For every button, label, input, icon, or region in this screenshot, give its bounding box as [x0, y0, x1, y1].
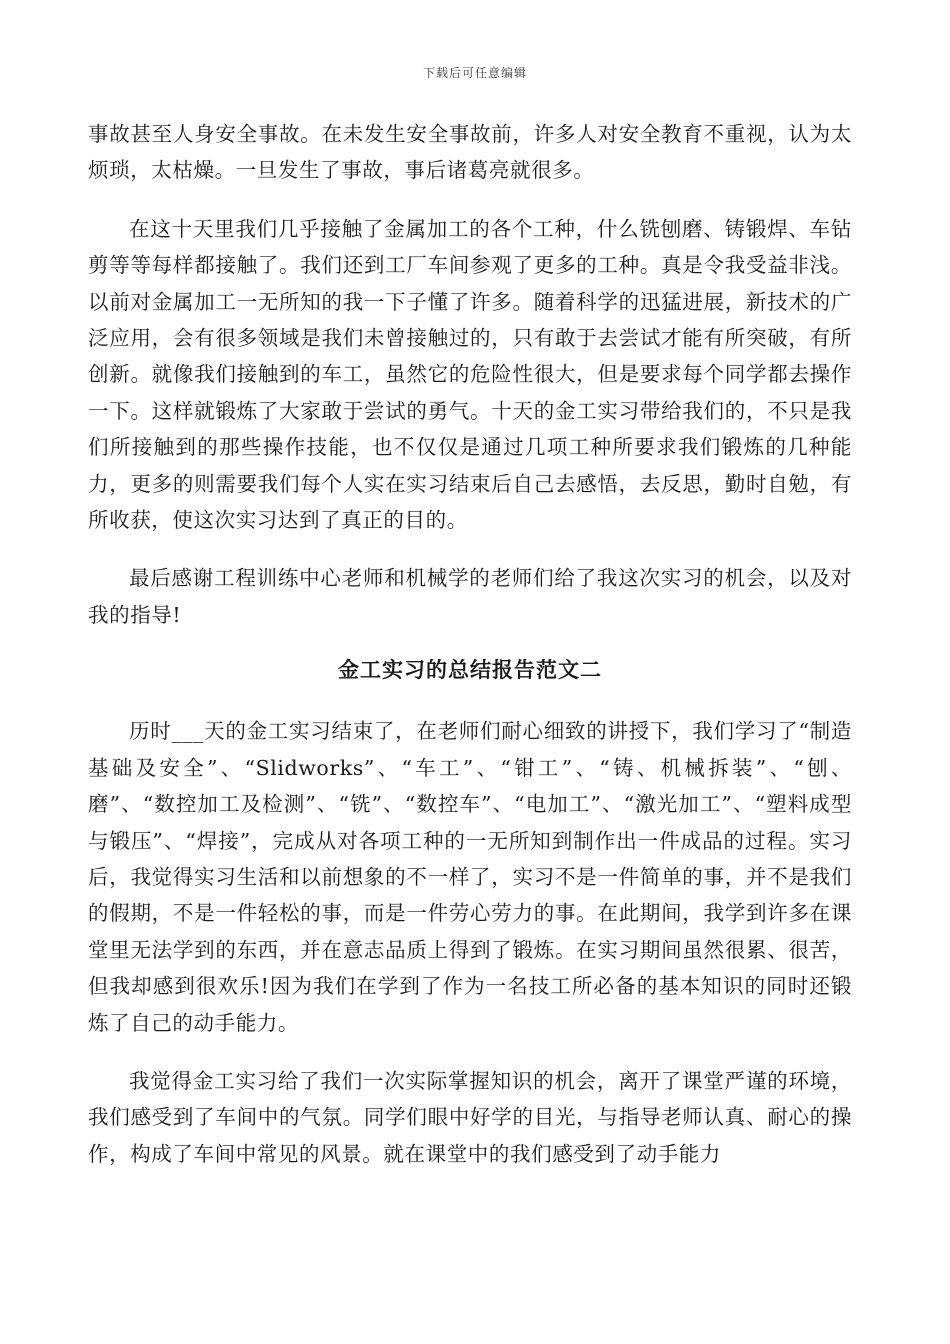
paragraph-continued: 事故甚至人身安全事故。在未发生安全事故前，许多人对安全教育不重视，认为太烦琐，太枯燥。一旦发生了事故，事后诸葛亮就很多。: [88, 122, 852, 183]
paragraph: 最后感谢工程训练中心老师和机械学的老师们给了我这次实习的机会，以及对我的指导!: [88, 566, 852, 627]
document-body: [88, 116, 852, 1194]
section-title: 金工实习的总结报告范文二: [338, 657, 602, 683]
paragraph: 在这十天里我们几乎接触了金属加工的各个工种，什么铣刨磨、铸锻焊、车钻剪等等每样都接触了。我们还到工厂车间参观了更多的工种。真是令我受益非浅。以前对金属加工一无所知的我一下子懂了许多。随着科学的迅猛进展，新技术的广泛应用，会有很多领域是我们未曾接触过的，只有敢于去尝试才能有所突破，有所创新。就像我们接触到的车工，虽然它的危险性很大，但是要求每个同学都去操作一下。这样就锻炼了大家敢于尝试的勇气。十天的金工实习带给我们的，不只是我们所接触到的那些操作技能，也不仅仅是通过几项工种所要求我们锻炼的几种能力，更多的则需要我们每个人实在实习结束后自己去感悟，去反思，勤时自勉，有所收获，使这次实习达到了真正的目的。: [88, 216, 852, 533]
paragraph: 我觉得金工实习给了我们一次实际掌握知识的机会，离开了课堂严谨的环境，我们感受到了车间中的气氛。同学们眼中好学的目光，与指导老师认真、耐心的操作，构成了车间中常见的风景。就在课堂中的我们感受到了动手能力: [88, 1068, 852, 1166]
page-header: 下载后可任意编辑: [422, 66, 527, 80]
paragraph: 历时___天的金工实习结束了，在老师们耐心细致的讲授下，我们学习了“制造基础及安全”、“Slidworks”、“车工”、“钳工”、“铸、机械拆装”、“刨、磨”、“数控加工及检测”、“铣”、“数控车”、“电加工”、“激光加工”、“塑料成型与锻压”、“焊接”，完成从对各项工种的一无所知到制作出一件成品的过程。实习后，我觉得实习生活和以前想象的不一样了，实习不是一件简单的事，并不是我们的假期，不是一件轻松的事，而是一件劳心劳力的事。在此期间，我学到许多在课堂里无法学到的东西，并在意志品质上得到了锻炼。在实习期间虽然很累、很苦，但我却感到很欢乐!因为我们在学到了作为一名技工所必备的基本知识的同时还锻炼了自己的动手能力。: [88, 719, 852, 1035]
